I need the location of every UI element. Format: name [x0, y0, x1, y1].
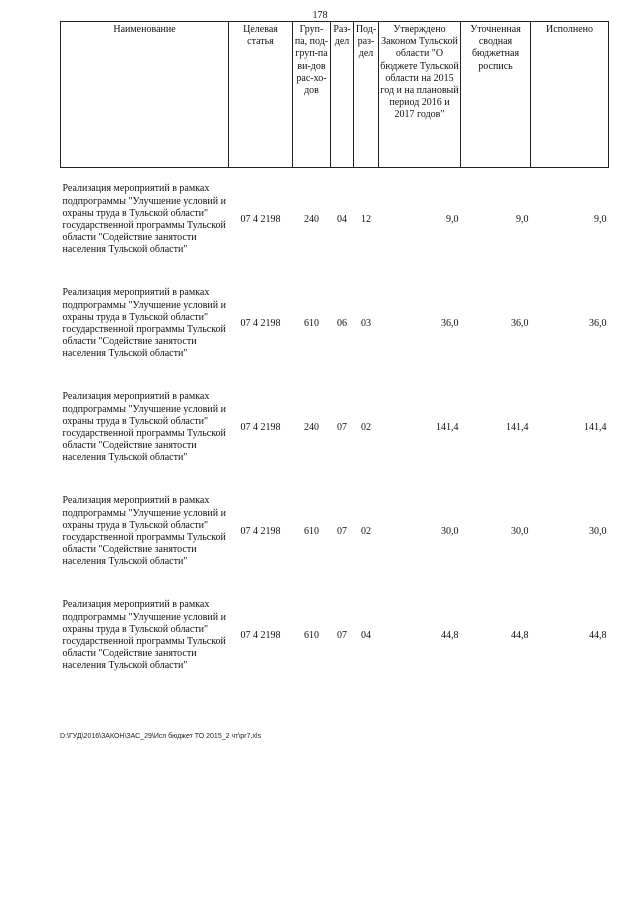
row-name: Реализация мероприятий в рамках подпрограммы "Улучшение условий и охраны труда в Тульской области" государственной программы Тульской области "Содействие занятости населения Тульской области": [62, 287, 226, 360]
header-subsection: Под-раз-дел: [354, 22, 379, 168]
header-target-article: Целевая статья: [229, 22, 293, 168]
row-refined: 30,0: [511, 525, 529, 537]
budget-table: [60, 21, 609, 688]
row-name: Реализация мероприятий в рамках подпрограммы "Улучшение условий и охраны труда в Тульской области" государственной программы Тульской области "Содействие занятости населения Тульской области": [62, 391, 226, 464]
table-header: [61, 22, 609, 168]
row-executed: 9,0: [594, 213, 607, 225]
row-approved: 9,0: [446, 213, 459, 225]
row-target: 07 4 2198: [240, 421, 281, 433]
row-executed: 44,8: [589, 629, 607, 641]
row-refined: 9,0: [516, 213, 529, 225]
row-section: 07: [337, 421, 347, 433]
row-group: 610: [304, 525, 319, 537]
row-refined: 141,4: [506, 421, 529, 433]
row-section: 04: [337, 213, 347, 225]
row-target: 07 4 2198: [240, 317, 281, 329]
row-approved: 36,0: [441, 317, 459, 329]
row-executed: 141,4: [584, 421, 607, 433]
table-body: [61, 168, 609, 689]
table-row: [61, 168, 609, 273]
table-row: [61, 376, 609, 480]
row-name: Реализация мероприятий в рамках подпрограммы "Улучшение условий и охраны труда в Тульской области" государственной программы Тульской области "Содействие занятости населения Тульской области": [62, 599, 226, 672]
table-row: [61, 584, 609, 688]
header-approved: Утверждено Законом Тульской области "О бюджете Тульской области на 2015 год и на плановый период 2016 и 2017 годов": [379, 22, 461, 168]
file-path-footer: D:\ГУД\2016\ЗАКОН\ЗАС_29\Исп бюджет ТО 2015_2 чт\рг7.xls: [60, 733, 262, 740]
row-group: 610: [304, 629, 319, 641]
row-approved: 141,4: [436, 421, 459, 433]
row-group: 240: [304, 213, 319, 225]
row-refined: 36,0: [511, 317, 529, 329]
header-name: Наименование: [61, 22, 229, 168]
table-row: [61, 272, 609, 376]
row-approved: 44,8: [441, 629, 459, 641]
row-subsection: 12: [361, 213, 371, 225]
row-subsection: 02: [361, 525, 371, 537]
row-section: 07: [337, 525, 347, 537]
page-number: 178: [312, 10, 328, 21]
row-executed: 30,0: [589, 525, 607, 537]
row-refined: 44,8: [511, 629, 529, 641]
row-section: 06: [337, 317, 347, 329]
row-group: 610: [304, 317, 319, 329]
row-subsection: 04: [361, 629, 371, 641]
row-approved: 30,0: [441, 525, 459, 537]
row-executed: 36,0: [589, 317, 607, 329]
row-target: 07 4 2198: [240, 629, 281, 641]
header-expense-group: Груп-па, под-груп-па ви-дов рас-хо-дов: [293, 22, 331, 168]
table-row: [61, 480, 609, 584]
header-refined: Уточненная сводная бюджетная роспись: [461, 22, 531, 168]
row-subsection: 02: [361, 421, 371, 433]
row-target: 07 4 2198: [240, 213, 281, 225]
row-subsection: 03: [361, 317, 371, 329]
row-name: Реализация мероприятий в рамках подпрограммы "Улучшение условий и охраны труда в Тульской области" государственной программы Тульской области "Содействие занятости населения Тульской области": [62, 183, 226, 256]
row-target: 07 4 2198: [240, 525, 281, 537]
row-group: 240: [304, 421, 319, 433]
row-section: 07: [337, 629, 347, 641]
header-section: Раз-дел: [331, 22, 354, 168]
row-name: Реализация мероприятий в рамках подпрограммы "Улучшение условий и охраны труда в Тульской области" государственной программы Тульской области "Содействие занятости населения Тульской области": [62, 495, 226, 568]
header-executed: Исполнено: [531, 22, 609, 168]
